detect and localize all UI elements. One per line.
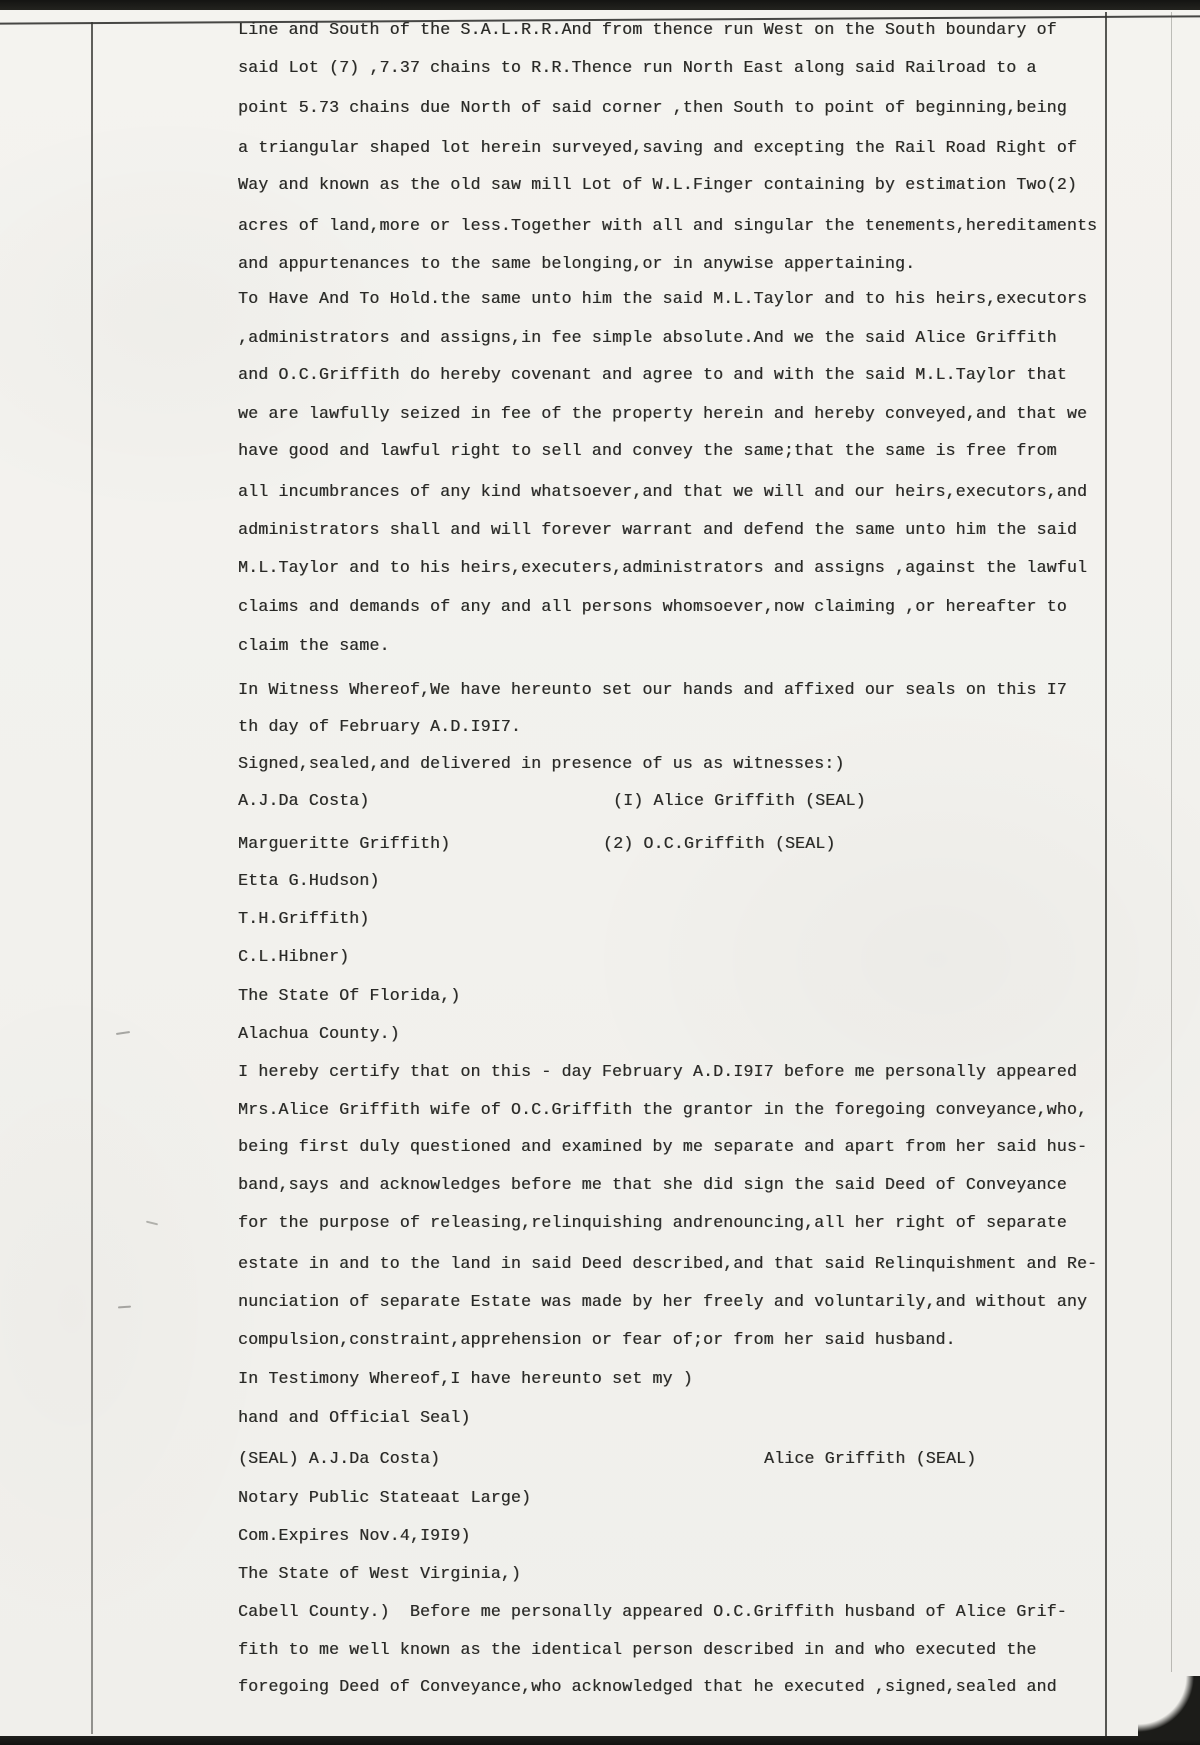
line-text-left: Margueritte Griffith) <box>238 834 451 853</box>
document-text <box>238 0 1168 1745</box>
document-line <box>238 635 1168 657</box>
line-text: To Have And To Hold.the same unto him the said M.L.Taylor and to his heirs,executors <box>238 289 1088 308</box>
document-line <box>238 57 1168 79</box>
document-line <box>238 1174 1168 1196</box>
line-text: all incumbrances of any kind whatsoever,and that we will and our heirs,executors,and <box>238 482 1088 501</box>
line-text: hand and Official Seal) <box>238 1408 471 1427</box>
line-text: have good and lawful right to sell and convey the same;that the same is free from <box>238 441 1057 460</box>
line-text: The State Of Florida,) <box>238 986 461 1005</box>
document-line <box>238 908 1168 930</box>
line-text: Etta G.Hudson) <box>238 871 380 890</box>
document-line <box>238 1525 1168 1547</box>
line-text: and O.C.Griffith do hereby covenant and agree to and with the said M.L.Taylor that <box>238 365 1067 384</box>
document-line <box>238 1136 1168 1158</box>
line-text: ,administrators and assigns,in fee simple absolute.And we the said Alice Griffith <box>238 328 1057 347</box>
stray-pencil-mark <box>116 1031 130 1035</box>
document-line <box>238 1368 1168 1390</box>
document-line <box>238 1212 1168 1234</box>
line-text: and appurtenances to the same belonging,or in anywise appertaining. <box>238 254 916 273</box>
line-text: Com.Expires Nov.4,I9I9) <box>238 1526 471 1545</box>
document-line <box>238 946 1168 968</box>
right-margin-rule-faint <box>1171 12 1172 1672</box>
line-text-left: (SEAL) A.J.Da Costa) <box>238 1449 441 1468</box>
document-line <box>238 519 1168 541</box>
document-line <box>238 790 1168 812</box>
document-line <box>238 137 1168 159</box>
line-text: I hereby certify that on this - day February A.D.I9I7 before me personally appeared <box>238 1062 1077 1081</box>
line-text: said Lot (7) ,7.37 chains to R.R.Thence run North East along said Railroad to a <box>238 58 1037 77</box>
line-text: acres of land,more or less.Together with all and singular the tenements,hereditaments <box>238 216 1098 235</box>
document-line <box>238 557 1168 579</box>
document-line <box>238 1487 1168 1509</box>
line-text: administrators shall and will forever warrant and defend the same unto him the said <box>238 520 1077 539</box>
document-line <box>238 97 1168 119</box>
line-text: Alachua County.) <box>238 1024 400 1043</box>
line-text: a triangular shaped lot herein surveyed,saving and excepting the Rail Road Right of <box>238 138 1077 157</box>
line-text: we are lawfully seized in fee of the property herein and hereby conveyed,and that we <box>238 404 1088 423</box>
document-line <box>238 253 1168 275</box>
document-line <box>238 596 1168 618</box>
document-line <box>238 833 1168 855</box>
line-text-left: A.J.Da Costa) <box>238 791 370 810</box>
document-line <box>238 1563 1168 1585</box>
line-text-right: Alice Griffith (SEAL) <box>764 1449 977 1468</box>
line-text: fith to me well known as the identical person described in and who executed the <box>238 1640 1037 1659</box>
document-line <box>238 870 1168 892</box>
document-line <box>238 1639 1168 1661</box>
document-line <box>238 364 1168 386</box>
document-line <box>238 1329 1168 1351</box>
document-line <box>238 403 1168 425</box>
line-text: C.L.Hibner) <box>238 947 350 966</box>
line-text: claims and demands of any and all persons whomsoever,now claiming ,or hereafter to <box>238 597 1067 616</box>
document-line <box>238 215 1168 237</box>
line-text: Mrs.Alice Griffith wife of O.C.Griffith the grantor in the foregoing conveyance,who, <box>238 1100 1088 1119</box>
stray-pencil-mark <box>146 1221 158 1226</box>
line-text: T.H.Griffith) <box>238 909 370 928</box>
line-text: point 5.73 chains due North of said corner ,then South to point of beginning,being <box>238 98 1067 117</box>
document-line <box>238 985 1168 1007</box>
line-text: claim the same. <box>238 636 390 655</box>
document-line <box>238 19 1168 41</box>
document-line <box>238 1061 1168 1083</box>
line-text-right: (2) O.C.Griffith (SEAL) <box>603 834 836 853</box>
line-text-right: (I) Alice Griffith (SEAL) <box>613 791 866 810</box>
line-text: Way and known as the old saw mill Lot of W.L.Finger containing by estimation Two(2) <box>238 175 1077 194</box>
line-text: The State of West Virginia,) <box>238 1564 522 1583</box>
document-line <box>238 1023 1168 1045</box>
document-line <box>238 753 1168 775</box>
document-line <box>238 327 1168 349</box>
stray-pencil-mark <box>118 1306 131 1309</box>
line-text: th day of February A.D.I9I7. <box>238 717 522 736</box>
line-text: band,says and acknowledges before me that she did sign the said Deed of Conveyance <box>238 1175 1067 1194</box>
document-line <box>238 1601 1168 1623</box>
line-text: foregoing Deed of Conveyance,who acknowledged that he executed ,signed,sealed and <box>238 1677 1057 1696</box>
line-text: Notary Public Stateaat Large) <box>238 1488 532 1507</box>
line-text: Signed,sealed,and delivered in presence of us as witnesses:) <box>238 754 845 773</box>
left-margin-rule <box>91 22 93 1734</box>
line-text: for the purpose of releasing,relinquishing andrenouncing,all her right of separate <box>238 1213 1067 1232</box>
line-text: being first duly questioned and examined by me separate and apart from her said hus- <box>238 1137 1088 1156</box>
document-line <box>238 481 1168 503</box>
line-text: In Witness Whereof,We have hereunto set our hands and affixed our seals on this I7 <box>238 680 1067 699</box>
line-text: compulsion,constraint,apprehension or fear of;or from her said husband. <box>238 1330 956 1349</box>
document-line <box>238 679 1168 701</box>
document-line <box>238 1676 1168 1698</box>
document-line <box>238 174 1168 196</box>
document-line <box>238 1448 1168 1470</box>
line-text: M.L.Taylor and to his heirs,executers,administrators and assigns ,against the lawful <box>238 558 1088 577</box>
line-text: estate in and to the land in said Deed described,and that said Relinquishment and Re- <box>238 1254 1098 1273</box>
line-text: In Testimony Whereof,I have hereunto set my ) <box>238 1369 693 1388</box>
document-line <box>238 1253 1168 1275</box>
line-text: nunciation of separate Estate was made by her freely and voluntarily,and without any <box>238 1292 1088 1311</box>
line-text: Line and South of the S.A.L.R.R.And from thence run West on the South boundary of <box>238 20 1057 39</box>
document-line <box>238 1407 1168 1429</box>
line-text: Cabell County.) Before me personally appeared O.C.Griffith husband of Alice Grif- <box>238 1602 1067 1621</box>
document-line <box>238 1291 1168 1313</box>
document-line <box>238 716 1168 738</box>
document-line <box>238 440 1168 462</box>
document-line <box>238 288 1168 310</box>
document-line <box>238 1099 1168 1121</box>
